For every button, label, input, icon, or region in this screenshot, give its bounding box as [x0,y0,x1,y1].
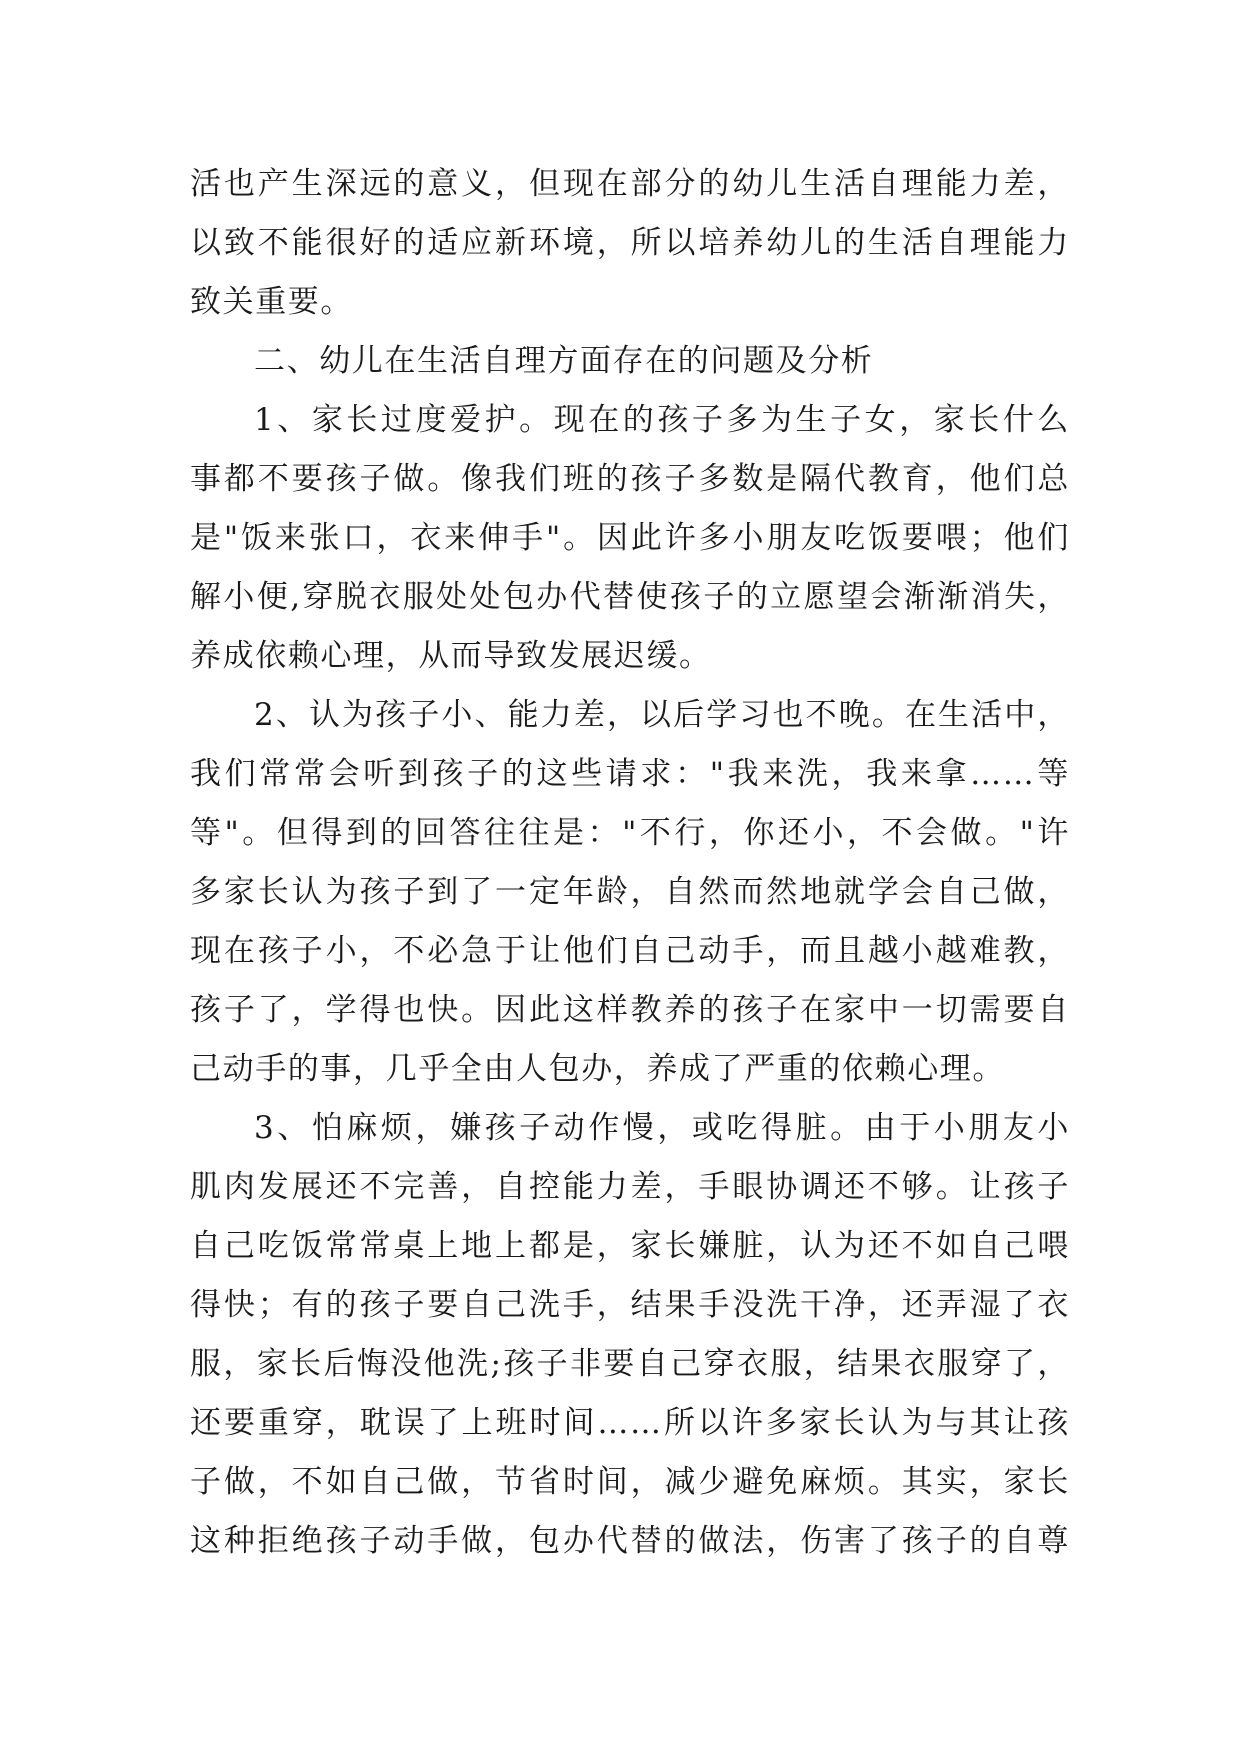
text-line: 活也产生深远的意义，但现在部分的幼儿生活自理能力差， [190,166,1070,202]
text-line: 2、认为孩子小、能力差，以后学习也不晚。在生活中， [254,697,1070,733]
text-line: 自己吃饭常常桌上地上都是，家长嫌脏，认为还不如自己喂 [190,1228,1070,1264]
text-line: 己动手的事，几乎全由人包办，养成了严重的依赖心理。 [190,1051,1005,1087]
text-line: 孩子了，学得也快。因此这样教养的孩子在家中一切需要自 [190,992,1070,1028]
text-line: 肌肉发展还不完善，自控能力差，手眼协调还不够。让孩子 [190,1169,1070,1205]
text-line: 多家长认为孩子到了一定年龄，自然而然地就学会自己做， [190,874,1070,910]
text-line: 还要重穿，耽误了上班时间……所以许多家长认为与其让孩 [190,1405,1070,1441]
text-line: 养成依赖心理，从而导致发展迟缓。 [190,638,712,674]
text-line: 是"饭来张口，衣来伸手"。因此许多小朋友吃饭要喂；他们 [190,520,1070,556]
text-line: 事都不要孩子做。像我们班的孩子多数是隔代教育，他们总 [190,461,1070,497]
text-line: 这种拒绝孩子动手做，包办代替的做法，伤害了孩子的自尊 [190,1523,1070,1559]
text-line: 1、家长过度爱护。现在的孩子多为生子女，家长什么 [254,402,1070,438]
text-line: 解小便,穿脱衣服处处包办代替使孩子的立愿望会渐渐消失， [190,579,1070,615]
text-line: 得快；有的孩子要自己洗手，结果手没洗干净，还弄湿了衣 [190,1287,1070,1323]
text-line: 现在孩子小，不必急于让他们自己动手，而且越小越难教， [190,933,1070,969]
text-line: 致关重要。 [190,284,353,320]
text-line: 我们常常会听到孩子的这些请求："我来洗，我来拿……等 [190,756,1070,792]
section-heading: 二、幼儿在生活自理方面存在的问题及分析 [254,343,874,379]
body-text [190,155,1070,1571]
text-line: 以致不能很好的适应新环境，所以培养幼儿的生活自理能力 [190,225,1070,261]
text-line: 等"。但得到的回答往往是："不行，你还小，不会做。"许 [190,815,1070,851]
text-line: 3、怕麻烦，嫌孩子动作慢，或吃得脏。由于小朋友小 [254,1110,1070,1146]
text-line: 子做，不如自己做，节省时间，减少避免麻烦。其实，家长 [190,1464,1070,1500]
text-line: 服，家长后悔没他洗;孩子非要自己穿衣服，结果衣服穿了， [190,1346,1070,1382]
